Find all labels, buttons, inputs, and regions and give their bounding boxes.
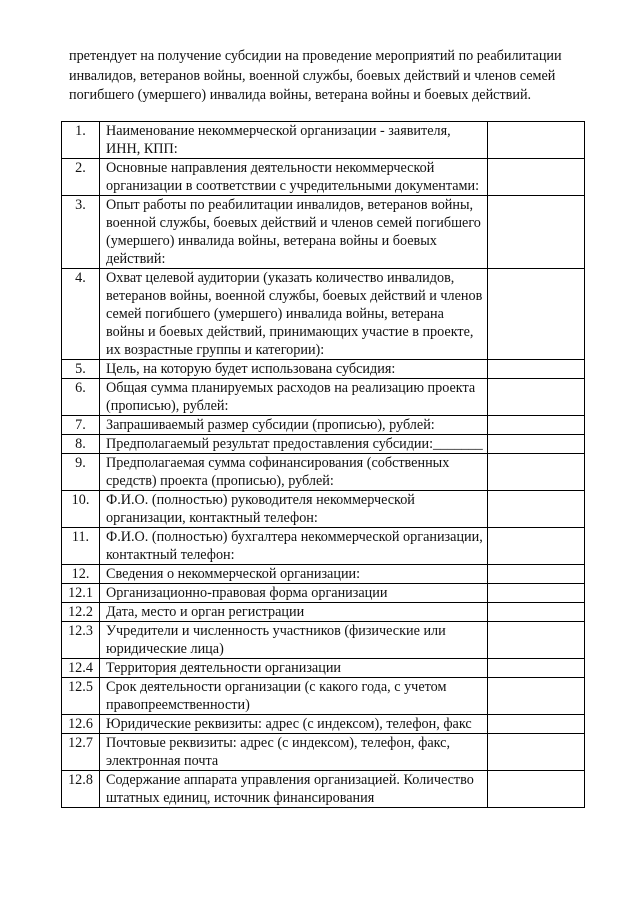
row-label: Содержание аппарата управления организацией. Количество штатных единиц, источник финансирования: [100, 771, 488, 808]
form-row: [62, 678, 585, 715]
row-label: Ф.И.О. (полностью) бухгалтера некоммерческой организации, контактный телефон:: [100, 528, 488, 565]
row-label: Охват целевой аудитории (указать количество инвалидов, ветеранов войны, военной службы, боевых действий и членов семей погибшего (умершего) инвалида войны, ветерана войны и боевых действий, принимающих участие в проекте, их возрастные группы и категории):: [100, 269, 488, 360]
form-row: [62, 159, 585, 196]
row-label: Цель, на которую будет использована субсидия:: [100, 360, 488, 379]
row-number: 12.: [62, 565, 100, 584]
row-label: Дата, место и орган регистрации: [100, 603, 488, 622]
row-number: 10.: [62, 491, 100, 528]
row-number: 12.6: [62, 715, 100, 734]
row-label: Организационно-правовая форма организации: [100, 584, 488, 603]
row-label: Опыт работы по реабилитации инвалидов, ветеранов войны, военной службы, боевых действий и членов семей погибшего (умершего) инвалида войны, ветерана войны и боевых действий:: [100, 196, 488, 269]
row-number: 4.: [62, 269, 100, 360]
row-number: 12.8: [62, 771, 100, 808]
row-label: Территория деятельности организации: [100, 659, 488, 678]
row-number: 12.3: [62, 622, 100, 659]
form-row: [62, 734, 585, 771]
row-answer-cell[interactable]: [488, 771, 585, 808]
row-number: 2.: [62, 159, 100, 196]
form-row: [62, 491, 585, 528]
row-answer-cell[interactable]: [488, 435, 585, 454]
row-number: 8.: [62, 435, 100, 454]
row-answer-cell[interactable]: [488, 122, 585, 159]
form-row: [62, 584, 585, 603]
row-answer-cell[interactable]: [488, 269, 585, 360]
row-number: 9.: [62, 454, 100, 491]
form-row: [62, 715, 585, 734]
row-label: Общая сумма планируемых расходов на реализацию проекта (прописью), рублей:: [100, 379, 488, 416]
row-answer-cell[interactable]: [488, 734, 585, 771]
row-number: 3.: [62, 196, 100, 269]
form-row: [62, 379, 585, 416]
row-label: Срок деятельности организации (с какого года, с учетом правопреемственности): [100, 678, 488, 715]
form-row: [62, 416, 585, 435]
row-answer-cell[interactable]: [488, 603, 585, 622]
row-number: 5.: [62, 360, 100, 379]
form-row: [62, 122, 585, 159]
row-label: Наименование некоммерческой организации - заявителя, ИНН, КПП:: [100, 122, 488, 159]
form-row: [62, 771, 585, 808]
form-row: [62, 269, 585, 360]
form-row: [62, 659, 585, 678]
row-number: 12.2: [62, 603, 100, 622]
row-answer-cell[interactable]: [488, 454, 585, 491]
row-label: Предполагаемый результат предоставления субсидии:_______: [100, 435, 488, 454]
row-answer-cell[interactable]: [488, 196, 585, 269]
form-row: [62, 528, 585, 565]
row-answer-cell[interactable]: [488, 159, 585, 196]
row-answer-cell[interactable]: [488, 565, 585, 584]
row-answer-cell[interactable]: [488, 528, 585, 565]
row-number: 12.5: [62, 678, 100, 715]
form-row: [62, 196, 585, 269]
row-answer-cell[interactable]: [488, 678, 585, 715]
row-answer-cell[interactable]: [488, 416, 585, 435]
row-number: 1.: [62, 122, 100, 159]
row-answer-cell[interactable]: [488, 622, 585, 659]
form-row: [62, 603, 585, 622]
form-row: [62, 454, 585, 491]
row-label: Сведения о некоммерческой организации:: [100, 565, 488, 584]
row-label: Предполагаемая сумма софинансирования (собственных средств) проекта (прописью), рублей:: [100, 454, 488, 491]
row-label: Основные направления деятельности некоммерческой организации в соответствии с учредительными документами:: [100, 159, 488, 196]
row-answer-cell[interactable]: [488, 360, 585, 379]
row-number: 6.: [62, 379, 100, 416]
row-label: Юридические реквизиты: адрес (с индексом), телефон, факс: [100, 715, 488, 734]
row-number: 12.1: [62, 584, 100, 603]
application-form-table: [61, 121, 585, 808]
form-row: [62, 435, 585, 454]
row-answer-cell[interactable]: [488, 659, 585, 678]
form-table-body: [62, 122, 585, 808]
row-number: 7.: [62, 416, 100, 435]
row-label: Учредители и численность участников (физические или юридические лица): [100, 622, 488, 659]
row-number: 11.: [62, 528, 100, 565]
row-number: 12.4: [62, 659, 100, 678]
form-row: [62, 565, 585, 584]
form-row: [62, 360, 585, 379]
row-number: 12.7: [62, 734, 100, 771]
row-answer-cell[interactable]: [488, 715, 585, 734]
form-row: [62, 622, 585, 659]
row-answer-cell[interactable]: [488, 584, 585, 603]
row-answer-cell[interactable]: [488, 379, 585, 416]
intro-paragraph: претендует на получение субсидии на проведение мероприятий по реабилитации инвалидов, ветеранов войны, военной службы, боевых действий и членов семей погибшего (умершего) инвалида войны, ветерана войны и боевых действий.: [69, 48, 562, 103]
row-label: Почтовые реквизиты: адрес (с индексом), телефон, факс, электронная почта: [100, 734, 488, 771]
row-answer-cell[interactable]: [488, 491, 585, 528]
row-label: Запрашиваемый размер субсидии (прописью), рублей:: [100, 416, 488, 435]
row-label: Ф.И.О. (полностью) руководителя некоммерческой организации, контактный телефон:: [100, 491, 488, 528]
